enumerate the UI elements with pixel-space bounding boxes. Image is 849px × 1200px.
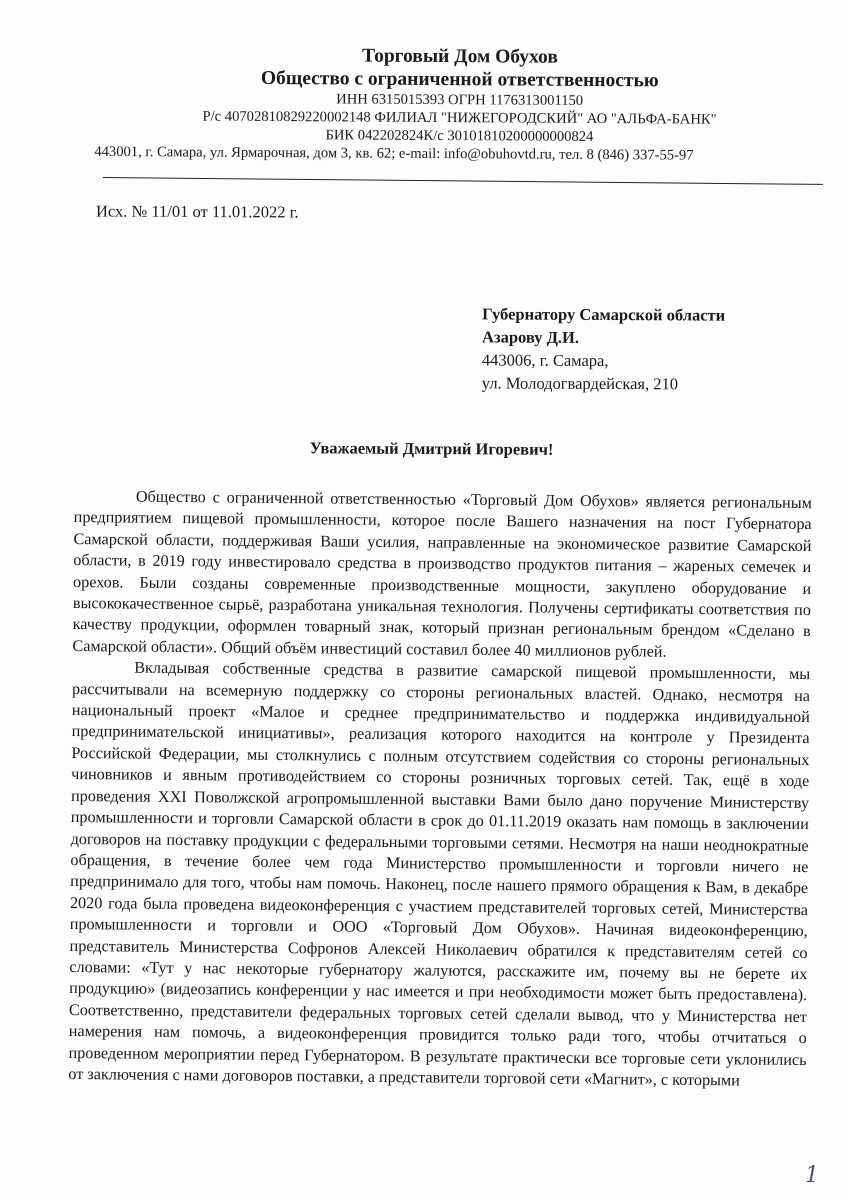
recipient-block — [482, 302, 725, 395]
company-address-contacts: 443001, г. Самара, ул. Ярмарочная, дом 3, кв. 62; e-mail: info@obuhovtd.ru, тел. 8 (846) 337-55-97 — [94, 143, 694, 164]
salutation: Уважаемый Дмитрий Игоревич! — [309, 438, 554, 459]
letterhead — [94, 44, 810, 165]
legal-form: Общество с ограниченной ответственностью — [260, 67, 659, 92]
recipient-address-line1: 443006, г. Самара, — [481, 350, 609, 371]
bank-account: Р/с 40702810829220002148 ФИЛИАЛ "НИЖЕГОРОДСКИЙ" АО "АЛЬФА-БАНК" — [202, 108, 717, 128]
bank-codes: БИК 042202824К/с 30101810200000000824 — [325, 127, 594, 145]
registration-numbers: ИНН 6315015393 ОГРН 1176313001150 — [336, 91, 584, 109]
recipient-address-line2: ул. Молодогвардейская, 210 — [481, 373, 679, 394]
outgoing-reference: Исх. № 11/01 от 11.01.2022 г. — [95, 201, 299, 222]
letter-body — [68, 486, 812, 1092]
letterhead-divider — [103, 177, 823, 185]
body-paragraph: Общество с ограниченной ответственностью «Торговый Дом Обухов» является региональным предприятием пищевой промышленности, которое после Вашего назначения на пост Губернатора Самарской области, поддерживая Ваши усилия, направленные на экономическое развитие Самарской области, в 2019 году инвестировало средства в производство продуктов питания – жареных семечек и орехов. Были созданы современные производственные мощности, закуплено оборудование и высококачественное сырьё, разработана уникальная технология. Получены сертификаты соответствия по качеству продукции, оформлен товарный знак, который признан региональным брендом «Сделано в Самарской области». Общий объём инвестиций составил более 40 миллионов рублей. — [72, 487, 812, 661]
company-name: Торговый Дом Обухов — [361, 45, 558, 68]
recipient-name: Азарову Д.И. — [482, 327, 580, 347]
body-paragraph: Вкладывая собственные средства в развитие самарской пищевой промышленности, мы рассчитывали на всемерную поддержку со стороны региональных властей. Однако, несмотря на национальный проект «Малое и среднее предпринимательство и поддержка индивидуальной предпринимательской инициативы», реализация которого находится на контроле у Президента Российской Федерации, мы столкнулись с полным отсутствием содействия со стороны региональных чиновников и явным противодействием со стороны розничных торговых сетей. Так, ещё в ходе проведения XXI Поволжской агропромышленной выставки Вами было дано поручение Министерству промышленности и торговли Самарской области в срок до 01.11.2019 оказать нам помощь в заключении договоров на поставку продукции с федеральными торговыми сетями. Несмотря на наши неоднократные обращения, в течение более чем года Министерство промышленности и торговли ничего не предпринимало для того, чтобы нам помочь. Наконец, после нашего прямого обращения к Вам, в декабре 2020 года была проведена видеоконференция с участием представителей торговых сетей, Министерства промышленности и торговли и ООО «Торговый Дом Обухов». Начиная видеоконференцию, представитель Министерства Софронов Алексей Николаевич обратился к представителям сетей со словами: «Тут у нас некоторые губернатору жалуются, расскажите им, почему вы не берете их продукцию» (видеозапись конференции у нас имеется и при необходимости может быть предоставлена). Соответственно, представители федеральных торговых сетей сделали вывод, что у Министерства нет намерения нам помочь, а видеоконференция провидится только ради того, чтобы отчитаться о проведенном мероприятии перед Губернатором. В результате практически все торговые сети уклонились от заключения с нами договоров поставки, а представители торговой сети «Магнит», с которыми — [68, 658, 811, 1090]
handwritten-page-number: 1 — [805, 1163, 819, 1188]
recipient-position: Губернатору Самарской области — [482, 304, 726, 325]
